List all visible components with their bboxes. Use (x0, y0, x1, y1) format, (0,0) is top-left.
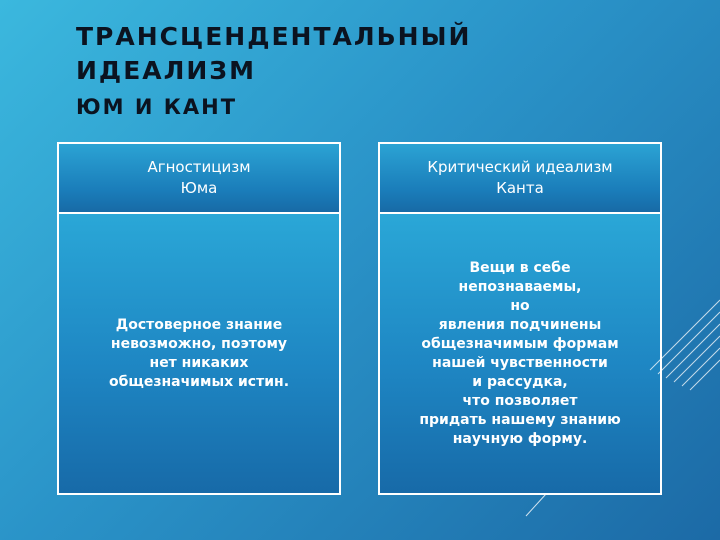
hume-card-body (59, 214, 339, 493)
decorative-lines (640, 280, 720, 410)
slide-title (76, 20, 636, 122)
kant-card-body-text: Вещи в себе непознаваемы, но явления подчинены общезначимым формам нашей чувственности и рассудка, что позволяет придать нашему знанию научную форму. (419, 259, 621, 447)
decorative-line-bottom (520, 490, 550, 520)
kant-card-header (380, 144, 660, 214)
kant-card-header-text: Критический идеализм Канта (427, 158, 613, 197)
kant-card (378, 142, 662, 495)
kant-card-body (380, 214, 660, 493)
hume-card (57, 142, 341, 495)
hume-card-header-text: Агностицизм Юма (147, 158, 251, 197)
hume-card-body-text: Достоверное знание невозможно, поэтому нет никаких общезначимых истин. (108, 316, 290, 390)
hume-card-header (59, 144, 339, 214)
title-main: ТРАНСЦЕНДЕНТАЛЬНЫЙ ИДЕАЛИЗМ (76, 22, 472, 85)
title-subtitle: ЮМ И КАНТ (76, 95, 238, 119)
